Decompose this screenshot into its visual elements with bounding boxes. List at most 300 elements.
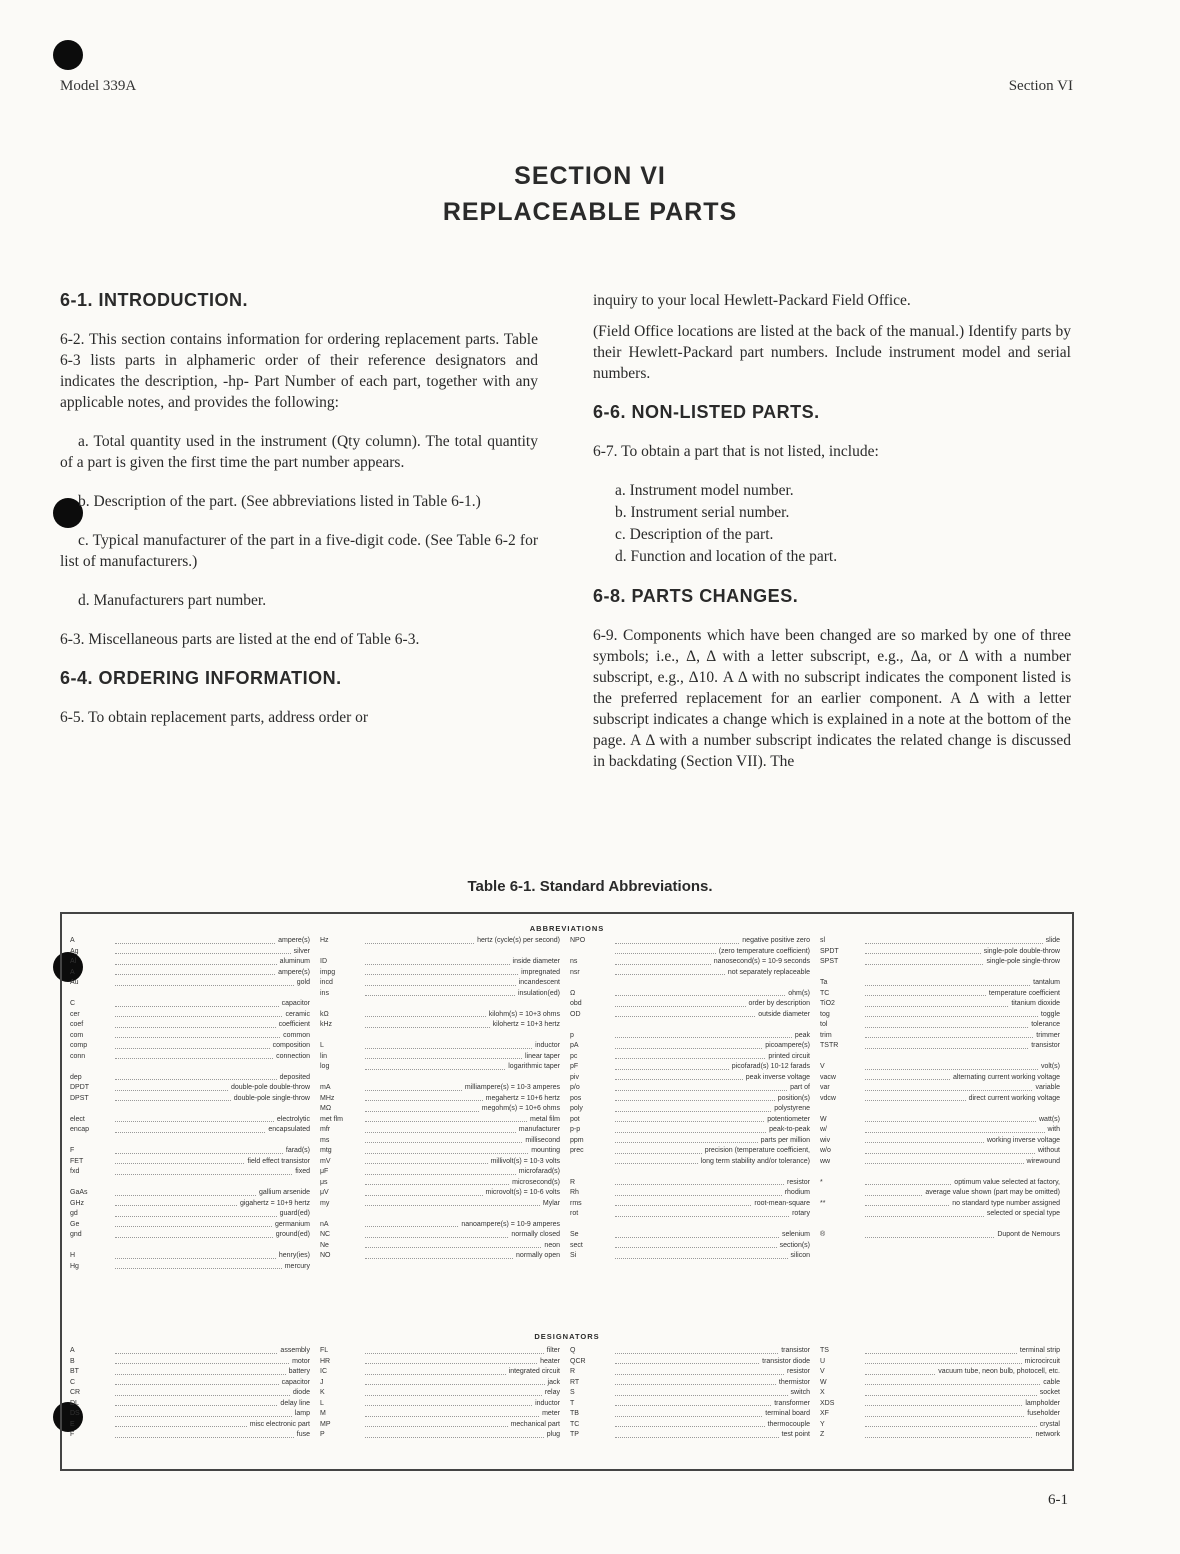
abbrev-row: [320, 1136, 560, 1147]
abbrev-meaning: mechanical part: [510, 1420, 560, 1428]
abbrev-meaning: transistor: [1031, 1042, 1060, 1049]
abbrev-meaning: resistor: [787, 1178, 810, 1186]
abbrev-meaning: fuseholder: [1027, 1410, 1060, 1417]
abbrev-key: J: [320, 1378, 324, 1386]
abbrev-key: Ag: [70, 947, 79, 955]
leader-dots: [115, 999, 279, 1007]
abbrev-meaning: jack: [547, 1378, 560, 1386]
abbrev-meaning: long term stability and/or tolerance): [700, 1157, 810, 1165]
abbrev-row: [320, 1031, 560, 1042]
leader-dots: [615, 1041, 762, 1049]
abbrev-key: F: [70, 1431, 75, 1438]
abbrev-key: QCR: [570, 1357, 586, 1365]
abbrev-row: [570, 1241, 810, 1252]
abbrev-meaning: peak-to-peak: [769, 1126, 810, 1133]
leader-dots: [865, 1052, 1057, 1060]
abbrev-key: Se: [570, 1231, 579, 1238]
abbrev-meaning: terminal board: [765, 1410, 810, 1417]
abbrev-row: [820, 1388, 1060, 1399]
list-item: d. Function and location of the part.: [615, 548, 838, 565]
leader-dots: [865, 999, 1008, 1007]
abbrev-meaning: common: [283, 1031, 310, 1039]
abbrev-row: [820, 1136, 1060, 1147]
abbrev-meaning: deposited: [279, 1073, 310, 1081]
abbrev-meaning: relay: [544, 1389, 560, 1396]
abbrev-row: [70, 989, 310, 1000]
abbrev-row: [70, 1346, 310, 1357]
abbrev-meaning: encapsulated: [268, 1126, 310, 1133]
leader-dots: [865, 1062, 1038, 1070]
designators-heading: DESIGNATORS: [534, 1332, 600, 1341]
abbrev-key: nsr: [570, 968, 580, 976]
abbrev-meaning: titanium dioxide: [1011, 1000, 1060, 1007]
abbrev-row: [320, 1199, 560, 1210]
abbrev-meaning: transistor diode: [762, 1357, 810, 1365]
abbrev-row: [70, 1052, 310, 1063]
leader-dots: [865, 1083, 1032, 1091]
leader-dots: [615, 1125, 766, 1133]
abbrev-row: [570, 1399, 810, 1410]
leader-dots: [615, 1010, 755, 1018]
abbrev-row: [320, 1188, 560, 1199]
paragraph-b: b. Description of the part. (See abbreviations listed in Table 6-1.): [78, 493, 481, 510]
abbrev-meaning: terminal strip: [1019, 1347, 1060, 1354]
abbrev-key: [320, 947, 362, 958]
leader-dots: [615, 1388, 788, 1396]
paragraph-d: d. Manufacturers part number.: [78, 592, 267, 609]
abbrev-meaning: insulation(ed): [517, 989, 560, 997]
abbrev-row: [570, 968, 810, 979]
paragraph-c: c. Typical manufacturer of the part in a five-digit code. (See Table 6-2 for list of manufacturers.): [60, 532, 538, 570]
abbrev-key: [820, 1188, 862, 1199]
leader-dots: [865, 1178, 951, 1186]
abbrev-key: incd: [320, 979, 333, 986]
abbrev-meaning: heater: [540, 1357, 560, 1365]
abbrev-row: [820, 1420, 1060, 1431]
abbrev-meaning: ceramic: [285, 1010, 310, 1018]
abbrev-row: [820, 978, 1060, 989]
leader-dots: [865, 1388, 1037, 1396]
abbrev-row: [820, 936, 1060, 947]
abbrev-meaning: impregnated: [521, 968, 560, 976]
abbrev-meaning: lampholder: [1025, 1399, 1060, 1407]
abbrev-meaning: thermocouple: [767, 1420, 810, 1428]
abbrev-key: [70, 989, 112, 1000]
leader-dots: [365, 1409, 539, 1417]
leader-dots: [365, 957, 510, 965]
abbrev-row: [320, 1251, 560, 1262]
abbrev-key: RT: [570, 1378, 580, 1386]
abbrev-meaning: motor: [292, 1357, 310, 1365]
abbrev-key: DPDT: [70, 1084, 90, 1091]
leader-dots: [615, 936, 739, 944]
abbrev-meaning: lamp: [294, 1410, 310, 1417]
abbrev-meaning: gold: [296, 979, 310, 986]
abbrev-meaning: temperature coefficient: [988, 989, 1060, 997]
abbrev-key: XDS: [820, 1399, 835, 1407]
paragraph-6-5-cont: inquiry to your local Hewlett-Packard Field Office.: [593, 292, 911, 309]
leader-dots: [365, 1157, 488, 1165]
abbrev-row: [70, 999, 310, 1010]
leader-dots: [865, 1167, 1057, 1175]
abbrev-meaning: logarithmic taper: [508, 1063, 560, 1070]
abbrev-key: E: [70, 1420, 75, 1428]
leader-dots: [115, 947, 291, 955]
abbrev-meaning: printed circuit: [768, 1052, 810, 1060]
leader-dots: [365, 989, 515, 997]
abbrev-row: [820, 1357, 1060, 1368]
abbreviations-table: [60, 912, 1074, 1471]
abbrev-row: [820, 1146, 1060, 1157]
abbrev-meaning: not separately replaceable: [727, 968, 810, 976]
desig-column-1: [70, 1346, 310, 1441]
leader-dots: [115, 1010, 282, 1018]
abbrev-meaning: kilohertz = 10+3 hertz: [492, 1021, 560, 1028]
leader-dots: [365, 999, 557, 1007]
abbrev-key: pc: [570, 1052, 578, 1060]
abbrev-meaning: capacitor: [281, 1378, 310, 1386]
abbrev-row: [70, 1209, 310, 1220]
abbrev-meaning: picofarad(s) 10-12 farads: [731, 1063, 810, 1070]
abbrev-row: [570, 1125, 810, 1136]
abbrev-meaning: slide: [1045, 937, 1060, 944]
abbrev-meaning: no standard type number assigned: [952, 1199, 1060, 1207]
abbrev-key: kΩ: [320, 1010, 329, 1018]
leader-dots: [115, 989, 307, 997]
abbrev-row: [320, 999, 560, 1010]
abbrev-key: tol: [820, 1021, 828, 1028]
abbrev-row: [570, 1251, 810, 1262]
leader-dots: [115, 1178, 307, 1186]
abbrev-key: dep: [70, 1073, 82, 1081]
abbrev-meaning: selenium: [781, 1231, 810, 1238]
abbrev-row: [820, 1409, 1060, 1420]
abbrev-meaning: variable: [1035, 1084, 1060, 1091]
heading-ordering: 6-4. ORDERING INFORMATION.: [60, 668, 342, 688]
leader-dots: [615, 1220, 807, 1228]
leader-dots: [865, 1409, 1024, 1417]
abbrev-key: μF: [320, 1168, 329, 1175]
abbrev-row: [570, 1430, 810, 1441]
abbrev-row: [570, 1062, 810, 1073]
right-column: [593, 290, 1071, 790]
abbrev-meaning: trimmer: [1036, 1031, 1060, 1039]
abbrev-row: [320, 1178, 560, 1189]
abbrev-row: [820, 1020, 1060, 1031]
abbrev-row: [820, 1104, 1060, 1115]
abbrev-key: p/o: [570, 1084, 580, 1091]
abbrev-meaning: without: [1037, 1147, 1060, 1154]
leader-dots: [365, 1357, 537, 1365]
abbrev-key: coef: [70, 1021, 84, 1028]
abbrev-row: [70, 1251, 310, 1262]
leader-dots: [365, 1220, 458, 1228]
abbrev-row: [320, 1388, 560, 1399]
leader-dots: [615, 1073, 743, 1081]
abbrev-key: DPST: [70, 1094, 89, 1102]
abbrev-row: [820, 989, 1060, 1000]
leader-dots: [615, 1020, 807, 1028]
leader-dots: [365, 1146, 528, 1154]
abbrev-key: ww: [820, 1157, 831, 1165]
leader-dots: [115, 1262, 282, 1270]
leader-dots: [615, 1146, 702, 1154]
abbrev-key: impg: [320, 968, 336, 976]
leader-dots: [365, 1367, 506, 1375]
leader-dots: [365, 1430, 544, 1438]
abbrev-row: [570, 1094, 810, 1105]
abbrev-key: NC: [320, 1231, 331, 1238]
abbrev-row: [70, 1073, 310, 1084]
abbrev-key: met flm: [320, 1115, 343, 1123]
abbrev-key: MP: [320, 1420, 331, 1428]
abbrev-key: piv: [570, 1073, 579, 1081]
abbrev-meaning: misc electronic part: [249, 1420, 310, 1428]
abbrev-meaning: gallium arsenide: [259, 1189, 310, 1196]
abbrev-key: Ω: [570, 989, 576, 997]
abbrev-row: [320, 1378, 560, 1389]
abbreviations-heading: ABBREVIATIONS: [529, 924, 605, 933]
abbrev-meaning: section(s): [779, 1241, 810, 1249]
abbrev-key: [320, 1209, 362, 1220]
abbrev-key: C: [70, 1000, 76, 1007]
leader-dots: [115, 1083, 228, 1091]
leader-dots: [865, 968, 1057, 976]
abbrev-key: Rh: [570, 1189, 579, 1196]
abbrev-meaning: meter: [542, 1410, 560, 1417]
abbrev-row: [820, 1230, 1060, 1241]
abbrev-key: [70, 1241, 112, 1252]
paragraph-6-5-field: (Field Office locations are listed at the back of the manual.) Identify parts by their Hewlett-Packard part numbers. Include instrument model and serial numbers.: [593, 323, 1071, 382]
abbrev-row: [320, 968, 560, 979]
left-column: [60, 290, 538, 746]
abbrev-key: W: [820, 1378, 827, 1386]
abbrev-key: T: [570, 1399, 575, 1407]
abbrev-key: [320, 1073, 362, 1084]
abbrev-key: lin: [320, 1052, 328, 1060]
abbrev-meaning: delay line: [280, 1399, 310, 1407]
leader-dots: [365, 1115, 527, 1123]
leader-dots: [115, 957, 277, 965]
abbrev-key: Ta: [820, 979, 828, 986]
abbrev-row: [570, 989, 810, 1000]
leader-dots: [365, 1209, 557, 1217]
list-item: b. Instrument serial number.: [615, 504, 790, 521]
leader-dots: [615, 1346, 778, 1354]
abbrev-key: pot: [570, 1115, 580, 1123]
abbrev-row: [70, 1136, 310, 1147]
abbrev-key: p: [570, 1031, 574, 1039]
abbrev-meaning: potentiometer: [767, 1115, 810, 1123]
abbrev-row: [320, 1409, 560, 1420]
leader-dots: [365, 1083, 462, 1091]
abbrev-key: A: [70, 1347, 75, 1354]
leader-dots: [365, 1346, 544, 1354]
abbrev-meaning: nanosecond(s) = 10-9 seconds: [713, 958, 810, 965]
abbrev-row: [820, 1209, 1060, 1220]
leader-dots: [365, 1104, 479, 1112]
abbrev-row: [70, 1220, 310, 1231]
abbrev-key: CR: [70, 1389, 81, 1396]
abbrev-meaning: microvolt(s) = 10-6 volts: [485, 1189, 560, 1196]
abbrev-meaning: microsecond(s): [512, 1178, 560, 1186]
leader-dots: [865, 1031, 1033, 1039]
abbrev-row: [320, 1430, 560, 1441]
abbrev-meaning: switch: [790, 1389, 810, 1396]
abbrev-row: [820, 1188, 1060, 1199]
abbrev-meaning: toggle: [1040, 1010, 1060, 1018]
leader-dots: [615, 999, 746, 1007]
abbrev-row: [570, 978, 810, 989]
abbrev-meaning: order by description: [748, 1000, 810, 1007]
abbrev-row: [70, 1115, 310, 1126]
abbrev-meaning: gigahertz = 10+9 hertz: [239, 1199, 310, 1207]
abbrev-meaning: metal film: [530, 1115, 560, 1123]
leader-dots: [115, 1167, 292, 1175]
leader-dots: [865, 1136, 984, 1144]
leader-dots: [615, 1241, 777, 1249]
abbrev-key: TC: [570, 1420, 580, 1428]
leader-dots: [115, 1241, 307, 1249]
abbrev-row: [570, 1167, 810, 1178]
abbrev-key: Ne: [320, 1241, 329, 1249]
leader-dots: [615, 1378, 776, 1386]
abbrev-meaning: microcircuit: [1024, 1357, 1060, 1365]
abbrev-meaning: megahertz = 10+6 hertz: [485, 1094, 560, 1102]
leader-dots: [115, 1052, 273, 1060]
header-model: Model 339A: [60, 78, 137, 94]
leader-dots: [615, 1230, 779, 1238]
abbrev-meaning: germanium: [274, 1220, 310, 1228]
abbrev-row: [320, 1146, 560, 1157]
abbrev-row: [320, 1041, 560, 1052]
abbrev-meaning: milliampere(s) = 10-3 amperes: [464, 1084, 560, 1091]
abbrev-meaning: rhodium: [784, 1189, 810, 1196]
abbrev-meaning: fuse: [296, 1431, 310, 1438]
leader-dots: [115, 1157, 244, 1165]
abbrev-row: [70, 1409, 310, 1420]
leader-dots: [115, 1199, 237, 1207]
abbrev-meaning: tolerance: [1031, 1021, 1060, 1028]
abbrev-row: [570, 1178, 810, 1189]
abbrev-column-3: [570, 936, 810, 1262]
abbrev-row: [70, 1167, 310, 1178]
abbrev-row: [570, 1220, 810, 1231]
abbrev-key: fxd: [70, 1168, 80, 1175]
abbrev-key: encap: [70, 1126, 90, 1133]
leader-dots: [615, 1031, 792, 1039]
abbrev-row: [820, 1115, 1060, 1126]
abbrev-key: [570, 978, 612, 989]
abbrev-row: [820, 1031, 1060, 1042]
leader-dots: [115, 1420, 247, 1428]
abbrev-row: [320, 1167, 560, 1178]
abbrev-key: [70, 1062, 112, 1073]
leader-dots: [115, 1094, 231, 1102]
heading-parts-changes: 6-8. PARTS CHANGES.: [593, 586, 799, 606]
abbrev-row: [320, 1157, 560, 1168]
abbrev-row: [570, 1073, 810, 1084]
leader-dots: [615, 1052, 765, 1060]
abbrev-key: comp: [70, 1042, 88, 1049]
abbrev-column-1: [70, 936, 310, 1272]
abbrev-row: [820, 968, 1060, 979]
leader-dots: [115, 1041, 270, 1049]
abbrev-row: [70, 1125, 310, 1136]
abbrev-meaning: double-pole double-throw: [231, 1084, 310, 1091]
abbrev-key: **: [820, 1199, 826, 1207]
leader-dots: [865, 1199, 949, 1207]
abbrev-meaning: nanoampere(s) = 10-9 amperes: [461, 1220, 560, 1228]
leader-dots: [115, 1430, 294, 1438]
abbrev-row: [320, 1010, 560, 1021]
abbrev-row: [570, 1083, 810, 1094]
desig-column-3: [570, 1346, 810, 1441]
abbrev-column-2: [320, 936, 560, 1262]
abbrev-meaning: connection: [276, 1052, 310, 1060]
abbrev-meaning: outside diameter: [758, 1010, 810, 1018]
leader-dots: [115, 1251, 276, 1259]
leader-dots: [615, 1367, 784, 1375]
abbrev-key: FL: [320, 1347, 329, 1354]
leader-dots: [365, 968, 518, 976]
leader-dots: [865, 1378, 1040, 1386]
abbrev-key: M: [320, 1410, 326, 1417]
abbrev-row: [570, 1010, 810, 1021]
leader-dots: [365, 1188, 483, 1196]
abbrev-key: conn: [70, 1052, 86, 1060]
abbrev-row: [70, 1430, 310, 1441]
leader-dots: [865, 1157, 1024, 1165]
abbrev-key: *: [820, 1178, 823, 1186]
abbrev-row: [70, 1199, 310, 1210]
paragraph-6-9: 6-9. Components which have been changed are so marked by one of three symbols; i.e., Δ, Δ with a letter subscript, e.g., Δa, or Δ with a number subscript, e.g., Δ10. A Δ with no subscript indicates the component listed is the preferred replacement for an earlier component. A Δ with a letter subscript indicates a change which is explained in a note at the bottom of the page. A Δ with a number subscript indicates the related change is discussed in backdating (Section VII). The: [593, 627, 1071, 770]
abbrev-row: [70, 1062, 310, 1073]
abbrev-meaning: alternating current working voltage: [952, 1073, 1060, 1081]
abbrev-meaning: tantalum: [1033, 979, 1060, 986]
abbrev-key: mV: [320, 1157, 331, 1165]
abbrev-key: [570, 947, 612, 958]
leader-dots: [115, 1230, 273, 1238]
leader-dots: [365, 1052, 522, 1060]
abbrev-key: ®: [820, 1231, 826, 1238]
abbrev-key: NPO: [570, 937, 586, 944]
abbrev-meaning: volt(s): [1040, 1063, 1060, 1070]
abbrev-meaning: fixed: [295, 1168, 310, 1175]
abbrev-key: ppm: [570, 1136, 584, 1144]
desig-column-2: [320, 1346, 560, 1441]
abbrev-key: TSTR: [820, 1042, 839, 1049]
abbrev-row: [320, 1104, 560, 1115]
leader-dots: [365, 1399, 532, 1407]
leader-dots: [865, 1146, 1035, 1154]
abbrev-key: wiv: [820, 1136, 831, 1144]
abbrev-key: [70, 1136, 112, 1147]
abbrev-meaning: farad(s): [285, 1147, 310, 1154]
abbrev-key: ID: [320, 958, 327, 965]
list-item: a. Instrument model number.: [615, 482, 794, 499]
abbrev-key: V: [820, 1368, 825, 1375]
abbrev-key: [820, 968, 862, 979]
paragraph-a: a. Total quantity used in the instrument (Qty column). The total quantity of a part is given the first time the part number appears.: [60, 433, 538, 471]
abbrev-row: [820, 1073, 1060, 1084]
abbrev-key: F: [70, 1147, 75, 1154]
abbrev-row: [320, 978, 560, 989]
abbrev-row: [570, 1157, 810, 1168]
abbrev-meaning: electrolytic: [276, 1115, 310, 1123]
leader-dots: [115, 1209, 277, 1217]
abbrev-meaning: manufacturer: [518, 1126, 560, 1133]
